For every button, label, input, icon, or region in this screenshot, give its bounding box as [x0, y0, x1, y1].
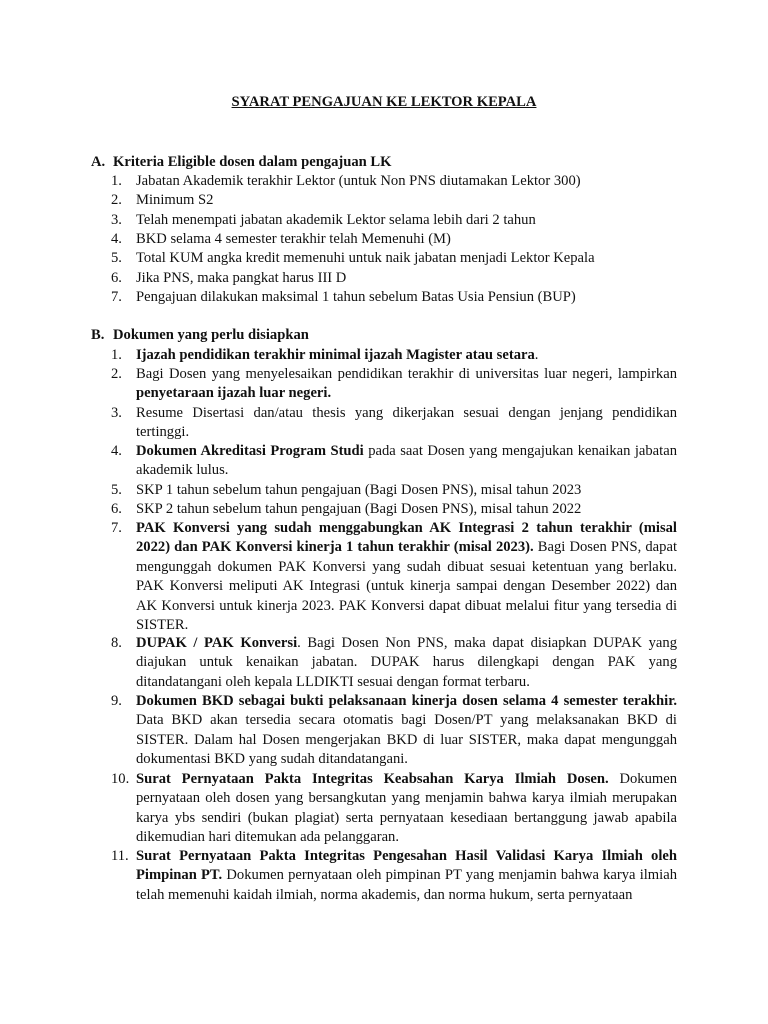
- list-item: 7. Pengajuan dilakukan maksimal 1 tahun sebelum Batas Usia Pensiun (BUP): [111, 289, 576, 305]
- list-item: 1. Ijazah pendidikan terakhir minimal ijazah Magister atau setara.: [111, 347, 539, 363]
- list-item: 4. BKD selama 4 semester terakhir telah Memenuhi (M): [111, 231, 451, 247]
- list-item: 2. Bagi Dosen yang menyelesaikan pendidikan terakhir di universitas luar negeri, lampirkan penyetaraan ijazah luar negeri.: [111, 366, 677, 402]
- list-item: 5. Total KUM angka kredit memenuhi untuk naik jabatan menjadi Lektor Kepala: [111, 250, 595, 266]
- list-item: 4. Dokumen Akreditasi Program Studi pada saat Dosen yang mengajukan kenaikan jabatan akademik lulus.: [111, 443, 677, 479]
- list-item: 5. SKP 1 tahun sebelum tahun pengajuan (Bagi Dosen PNS), misal tahun 2023: [111, 482, 582, 498]
- section-a-letter: A.: [91, 154, 106, 170]
- list-item: 2. Minimum S2: [111, 192, 214, 208]
- list-item: 10. Surat Pernyataan Pakta Integritas Keabsahan Karya Ilmiah Dosen. Dokumen pernyataan oleh dosen yang bersangkutan yang menjamin bahwa karya ilmiah merupakan karya ybs sendiri (bukan plagiat) serta pernyataan kesediaan bertanggung jawab apabila dikemudian hari ditemukan ada pelanggaran.: [111, 771, 677, 846]
- section-b-letter: B.: [91, 327, 105, 343]
- section-a-heading: [91, 153, 392, 172]
- list-item: 7. PAK Konversi yang sudah menggabungkan AK Integrasi 2 tahun terakhir (misal 2022) dan PAK Konversi kinerja 1 tahun terakhir (misal 2023). Bagi Dosen PNS, dapat mengunggah dokumen PAK Konversi yang sudah dibuat sesuai ketentuan yang berlaku. PAK Konversi meliputi AK Integrasi (untuk kinerja sampai dengan Desember 2022) dan AK Konversi untuk kinerja 2023. PAK Konversi dapat dibuat melalui fitur yang tersedia di SISTER.: [111, 520, 677, 634]
- section-b-title: Dokumen yang perlu disiapkan: [113, 327, 309, 343]
- section-a-title: Kriteria Eligible dosen dalam pengajuan LK: [113, 154, 392, 170]
- list-item: 8. DUPAK / PAK Konversi. Bagi Dosen Non PNS, maka dapat disiapkan DUPAK yang diajukan untuk kenaikan jabatan. DUPAK harus dilengkapi dengan PAK yang ditandatangani oleh kepala LLDIKTI sesuai dengan format terbaru.: [111, 635, 677, 690]
- list-item: 6. Jika PNS, maka pangkat harus III D: [111, 270, 347, 286]
- list-item: 1. Jabatan Akademik terakhir Lektor (untuk Non PNS diutamakan Lektor 300): [111, 173, 581, 189]
- section-b-heading: [91, 326, 309, 345]
- list-item: 6. SKP 2 tahun sebelum tahun pengajuan (Bagi Dosen PNS), misal tahun 2022: [111, 501, 582, 517]
- list-item: 3. Telah menempati jabatan akademik Lektor selama lebih dari 2 tahun: [111, 212, 536, 228]
- page-title: SYARAT PENGAJUAN KE LEKTOR KEPALA: [231, 94, 537, 110]
- list-item: 3. Resume Disertasi dan/atau thesis yang dikerjakan sesuai dengan jenjang pendidikan tertinggi.: [111, 405, 677, 441]
- list-item: 9. Dokumen BKD sebagai bukti pelaksanaan kinerja dosen selama 4 semester terakhir. Data BKD akan tersedia secara otomatis bagi Dosen/PT yang melaksanakan BKD di SISTER. Dalam hal Dosen mengerjakan BKD di luar SISTER, maka dapat mengunggah dokumentasi BKD yang sudah ditandatangani.: [111, 693, 677, 768]
- list-item: 11. Surat Pernyataan Pakta Integritas Pengesahan Hasil Validasi Karya Ilmiah oleh Pimpinan PT. Dokumen pernyataan oleh pimpinan PT yang menjamin bahwa karya ilmiah telah memenuhi kaidah ilmiah, norma akademis, dan norma hukum, serta pernyataan: [111, 848, 677, 903]
